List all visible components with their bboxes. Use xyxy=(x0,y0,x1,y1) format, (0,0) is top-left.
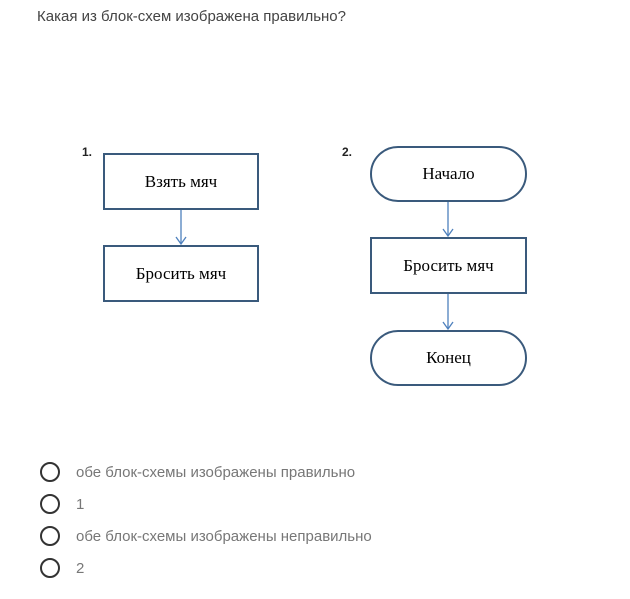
diagram-1-number: 1. xyxy=(82,145,93,159)
radio-button[interactable] xyxy=(40,558,60,578)
radio-button[interactable] xyxy=(40,462,60,482)
option-label: 2 xyxy=(76,559,85,577)
question-text: Какая из блок-схем изображена правильно? xyxy=(37,8,346,25)
arrow-throw-to-end xyxy=(443,294,453,329)
option-label: обе блок-схемы изображены правильно xyxy=(76,463,356,481)
radio-button[interactable] xyxy=(40,526,60,546)
diagram-2-block-start: Начало xyxy=(370,146,527,202)
option-1[interactable] xyxy=(40,488,372,520)
diagram-1-block-take-ball: Взять мяч xyxy=(103,153,259,210)
arrow-1-to-2 xyxy=(176,210,186,244)
option-2[interactable] xyxy=(40,552,372,584)
option-label: 1 xyxy=(76,495,85,513)
arrow-start-to-throw xyxy=(443,202,453,236)
diagram-1-block-throw-ball: Бросить мяч xyxy=(103,245,259,302)
option-both-incorrect[interactable] xyxy=(40,520,372,552)
option-both-correct[interactable] xyxy=(40,456,372,488)
radio-button[interactable] xyxy=(40,494,60,514)
option-label: обе блок-схемы изображены неправильно xyxy=(76,527,372,545)
diagram-2-block-throw-ball: Бросить мяч xyxy=(370,237,527,294)
diagram-2-number: 2. xyxy=(342,145,353,159)
diagram-2-block-end: Конец xyxy=(370,330,527,386)
answer-options xyxy=(40,456,372,584)
